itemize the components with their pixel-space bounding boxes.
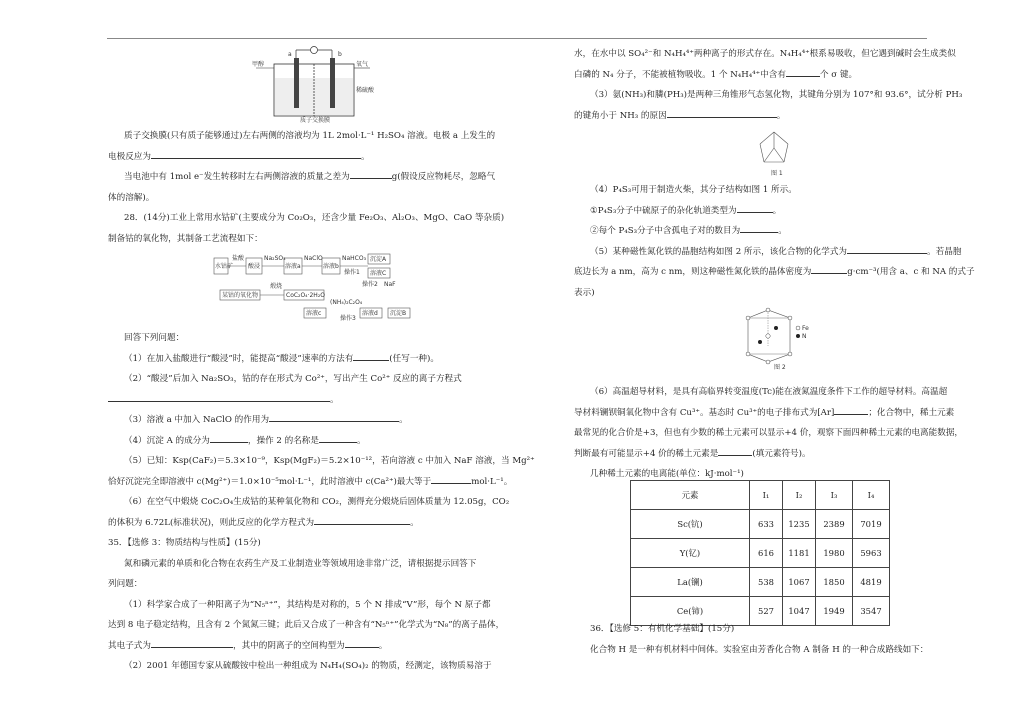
flow-ammox: (NH₄)₂C₂O₄: [330, 299, 363, 306]
paragraph: 当电池中有 1mol e⁻发生转移时左右两侧溶液的质量之差为 g(假设反应物耗尽，忽略气: [108, 167, 508, 188]
flow-acid: 盐酸: [232, 255, 245, 262]
legend-n: N: [802, 333, 807, 340]
sub-question-6: （6）高温超导材料，是具有高临界转变温度(Tc)能在液氮温度条件下工作的超导材料。高温超: [590, 387, 948, 397]
paragraph: 恰好沉淀完全即溶液中 c(Mg²⁺)＝1.0×10⁻⁵mol·L⁻¹，此时溶液中 c(Ca²⁺)最大等于 mol·L⁻¹。: [108, 472, 508, 493]
membrane-label: 质子交换膜: [300, 117, 331, 124]
flow-na2so3: Na₂SO₃: [264, 255, 286, 262]
flow-pc: 溶液C: [370, 270, 387, 277]
sub-question-1: （1）科学家合成了一种阳离子为“N₅ⁿ⁺”，其结构是对称的，5 个 N 排成“V”形，每个 N 原子都: [124, 599, 491, 610]
flow-oxide: 某钴的氧化物: [222, 292, 259, 299]
table-cell: Y(钇): [631, 539, 750, 568]
table-cell: 4819: [853, 568, 890, 597]
table-cell: La(镧): [631, 568, 750, 597]
table-cell: 633: [750, 510, 783, 539]
sub-question-3: （3）氨(NH₃)和膦(PH₃)是两种三角锥形气态氢化物，其键角分别为 107°和 93.6°，试分析 PH₃: [590, 90, 963, 100]
answer-blank: [151, 637, 233, 648]
acid-label: 稀硫酸: [356, 87, 375, 94]
sub-question-4: （4）沉淀 A 的成分为 ，操作 2 的名称是 。: [108, 431, 508, 452]
table-cell: 2389: [816, 510, 853, 539]
answer-blank: [210, 432, 248, 443]
paragraph: 列问题：: [108, 579, 143, 589]
header-rule: [107, 38, 927, 39]
paragraph: 的键角小于 NH₃ 的原因 。: [574, 106, 944, 127]
sub-question-2: （2）“酸浸”后加入 Na₂SO₃，钴的存在形式为 Co²⁺，写出产生 Co²⁺ 反应的离子方程式: [124, 374, 462, 384]
table-cell: 1850: [816, 568, 853, 597]
paragraph: 表示): [574, 287, 595, 298]
iron-nitride-cell-figure: [738, 306, 822, 374]
right-column-bottom: [574, 619, 944, 660]
answer-blank: [108, 391, 330, 402]
left-column: [108, 126, 508, 249]
table-cell: 538: [750, 568, 783, 597]
flow-naf: NaF: [384, 281, 396, 288]
table-header: I₃: [816, 481, 853, 510]
table-caption: 几种稀土元素的电离能(单位：kJ·mol⁻¹): [590, 469, 744, 479]
oxygen-label: 氧气: [356, 61, 369, 68]
paragraph: 化合物 H 是一种有机材料中间体。实验室由芳香化合物 A 制备 H 的一种合成路线如下：: [590, 644, 929, 655]
ionization-energy-table: [630, 480, 890, 626]
answer-blank: [345, 637, 379, 648]
process-flow-diagram: [212, 252, 422, 326]
paragraph: 其电子式为 ，其中的阴离子的空间构型为 。: [108, 636, 508, 657]
flow-pa: 沉淀A: [370, 256, 387, 263]
answer-blank: [811, 263, 847, 274]
flow-solc: 溶液c: [306, 310, 322, 317]
paragraph: 导材料镧钡铜氧化物中含有 Cu³⁺。基态时 Cu³⁺的电子排布式为[Ar] ；化合物中，稀土元素: [574, 403, 944, 424]
fuel-cell-figure: [250, 44, 380, 128]
flow-solb: 溶液b: [323, 263, 339, 270]
table-cell: 7019: [853, 510, 890, 539]
answer-blank: [350, 168, 392, 179]
question-36: 36．【选修 5：有机化学基础】(15分): [590, 624, 735, 634]
table-cell: 3547: [853, 597, 890, 626]
table-header-row: [631, 481, 890, 510]
paragraph: 白磷的 N₄ 分子，不能被植物吸收。1 个 N₄H₄⁴⁺中含有 个 σ 键。: [574, 65, 944, 86]
flow-op1: 操作1: [344, 269, 360, 276]
flow-pb: 沉淀B: [390, 310, 407, 317]
table-cell: 1949: [816, 597, 853, 626]
paragraph: ②每个 P₄S₃分子中含孤电子对的数目为 。: [574, 221, 944, 242]
answer-blank: [667, 107, 777, 118]
table-cell: 1235: [783, 510, 816, 539]
paragraph: 底边长为 a nm，高为 c nm，则这种磁性氮化铁的晶体密度为 g·cm⁻³(用含 a、c 和 NA 的式子: [574, 262, 944, 283]
sub-question-2: （2）2001 年德国专家从硫酸铵中检出一种组成为 N₄H₄(SO₄)₂ 的物质，经测定，该物质易溶于: [124, 661, 492, 671]
table-cell: 1181: [783, 539, 816, 568]
legend-fe: Fe: [802, 325, 809, 332]
flow-cocp: CoC₂O₄·2H₂O: [286, 292, 325, 299]
table-cell: 1980: [816, 539, 853, 568]
paragraph: 体的溶解)。: [108, 192, 155, 203]
answer-blank: [353, 350, 389, 361]
table-cell: 527: [750, 597, 783, 626]
answer-blank: [151, 148, 361, 159]
paragraph: 质子交换膜(只有质子能够通过)左右两侧的溶液均为 1L 2mol·L⁻¹ H₂SO₄ 溶液。电极 a 上发生的: [124, 131, 496, 141]
answer-blank: [737, 202, 773, 213]
answer-blank: [847, 243, 927, 254]
sub-question-6: （6）在空气中煅烧 CoC₂O₄生成钴的某种氧化物和 CO₂，测得充分煅烧后固体质量为 12.05g，CO₂: [124, 497, 510, 507]
paragraph: 最常见的化合价是+3，但也有少数的稀土元素可以显示+4 价，观察下面四种稀土元素的电离能数据，: [574, 428, 964, 438]
question-28: 28．(14分)工业上常用水钴矿(主要成分为 Co₂O₃，还含少量 Fe₂O₃、Al₂O₃、MgO、CaO 等杂质): [124, 213, 505, 223]
answer-blank: [834, 404, 868, 415]
methanol-label: 甲醇: [252, 61, 265, 68]
flow-sola: 溶液a: [285, 263, 301, 270]
sub-question-1: （1）在加入盐酸进行“酸浸”时，能提高“酸浸”速率的方法有 (任写一种)。: [108, 349, 508, 370]
answer-blank: [718, 445, 752, 456]
flow-nahco3: NaHCO₃: [342, 255, 366, 262]
p4s3-structure-figure: [752, 128, 796, 184]
electrode-b-label: b: [338, 51, 342, 58]
table-header: I₂: [783, 481, 816, 510]
paragraph: 水，在水中以 SO₄²⁻和 N₄H₄⁴⁺两种离子的形式存在。N₄H₄⁴⁺根系易吸收，但它遇到碱时会生成类似: [574, 49, 956, 59]
answer-blank: [431, 473, 471, 484]
fig2-caption: 图 2: [774, 364, 786, 370]
answer-blank: [786, 66, 820, 77]
fig1-caption: 图 1: [771, 170, 783, 177]
sub-question-5: （5）某种磁性氮化铁的晶胞结构如图 2 所示，该化合物的化学式为 。若晶胞: [574, 242, 944, 263]
flow-op3: 操作3: [340, 315, 356, 322]
paragraph: ①P₄S₃分子中硫原子的杂化轨道类型为 。: [574, 201, 944, 222]
paragraph: 达到 8 电子稳定结构，且含有 2 个氮氮三键；此后又合成了一种含有“N₅ⁿ⁺”化学式为“N₈”的离子晶体，: [108, 620, 505, 630]
table-cell: 1047: [783, 597, 816, 626]
right-column-lower: [574, 382, 964, 485]
flow-leach: 酸浸: [248, 263, 261, 270]
answer-heading: 回答下列问题：: [124, 333, 185, 343]
flow-sold: 溶液d: [362, 310, 378, 317]
answer-blank: [314, 514, 410, 525]
answer-blank: [740, 222, 778, 233]
sub-question-5: （5）已知：Ksp(CaF₂)＝5.3×10⁻⁹，Ksp(MgF₂)＝5.2×10⁻¹²，若向溶液 c 中加入 NaF 溶液，当 Mg²⁺: [124, 456, 535, 466]
table-cell: Sc(钪): [631, 510, 750, 539]
paragraph: 氮和磷元素的单质和化合物在农药生产及工业制造业等领域用途非常广泛，请根据提示回答下: [124, 558, 477, 569]
paragraph: 的体积为 6.72L(标准状况)，则此反应的化学方程式为 。: [108, 513, 508, 534]
paragraph: 判断最有可能显示+4 价的稀土元素是 (填元素符号)。: [574, 444, 944, 465]
table-header: I₄: [853, 481, 890, 510]
flow-calc: 煅烧: [270, 283, 283, 290]
flow-op2: 操作2: [362, 281, 378, 288]
sub-question-3: （3）溶液 a 中加入 NaClO 的作用为 。: [108, 410, 508, 431]
electrode-a-label: a: [288, 51, 292, 58]
flow-naclo: NaClO: [304, 255, 323, 262]
right-column-top: [574, 44, 963, 126]
paragraph: 电极反应为 。: [108, 147, 508, 168]
table-header: 元素: [631, 481, 750, 510]
table-cell: Ce(铈): [631, 597, 750, 626]
sub-question-4: （4）P₄S₃可用于制造火柴，其分子结构如图 1 所示。: [590, 185, 797, 195]
answer-blank: [269, 411, 399, 422]
table-row: [631, 568, 890, 597]
table-row: [631, 539, 890, 568]
table-row: [631, 510, 890, 539]
answer-blank: [319, 432, 357, 443]
table-cell: 1067: [783, 568, 816, 597]
right-column-mid: [574, 180, 975, 303]
left-column-questions: [108, 328, 535, 677]
table-cell: 5963: [853, 539, 890, 568]
answer-line: 。: [108, 390, 508, 411]
paragraph: 制备钴的氧化物，其制备工艺流程如下：: [108, 233, 263, 244]
table-header: I₁: [750, 481, 783, 510]
question-35: 35．【选修 3：物质结构与性质】(15分): [108, 538, 261, 548]
table-cell: 616: [750, 539, 783, 568]
flow-ore: 水钴矿: [215, 263, 234, 270]
